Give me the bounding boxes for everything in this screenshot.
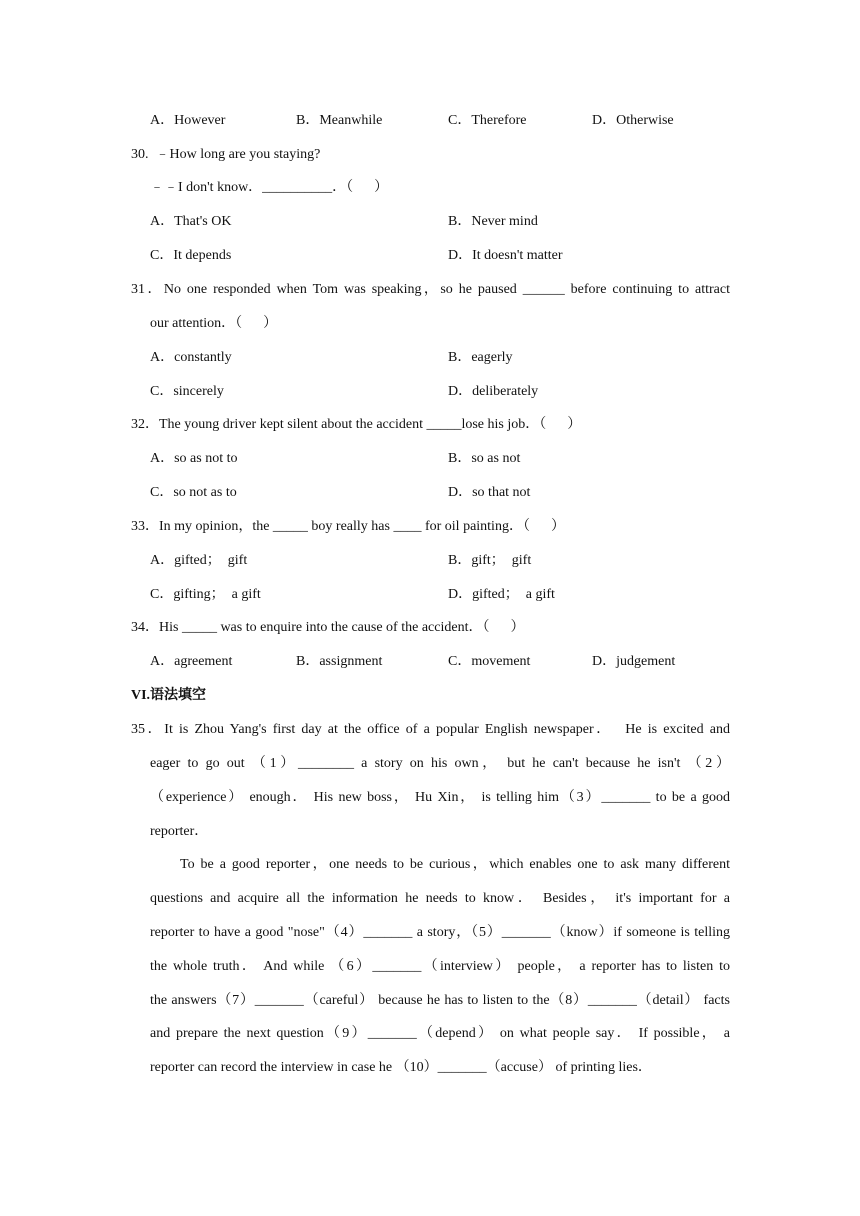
q31-question-line1: 31．No one responded when Tom was speaking，so he paused ______ before continuing to attract: [131, 282, 730, 297]
q35-line-8: the whole truth． And while （6）_______（interview） people， a reporter has to listen to: [150, 959, 730, 974]
q32-question: 32．The young driver kept silent about the accident _____lose his job．（ ）: [131, 417, 582, 432]
q32-option-b: B．so as not: [448, 451, 521, 466]
q30-option-d: D．It doesn't matter: [448, 248, 563, 263]
q35-line-5: To be a good reporter，one needs to be curious，which enables one to ask many different: [180, 857, 730, 872]
q31-option-b: B．eagerly: [448, 350, 513, 365]
q33-question: 33．In my opinion，the _____ boy really has ____ for oil painting．（ ）: [131, 519, 565, 534]
q35-line-3: （experience） enough． His new boss， Hu Xin， is telling him（3）_______ to be a good: [150, 790, 730, 805]
q30-option-c: C．It depends: [150, 248, 232, 263]
q31-option-c: C．sincerely: [150, 384, 224, 399]
q29-option-d: D．Otherwise: [592, 113, 674, 128]
q30-option-b: B．Never mind: [448, 214, 538, 229]
q32-option-c: C．so not as to: [150, 485, 237, 500]
q30-option-a: A．That's OK: [150, 214, 232, 229]
q30-question: 30. ﹣How long are you staying?: [131, 147, 321, 162]
q35-line-7: reporter to have a good "nose"（4）_______ a story，（5）_______（know）if someone is telling: [150, 925, 730, 940]
q33-option-a: A．gifted； gift: [150, 553, 248, 568]
q29-option-c: C．Therefore: [448, 113, 527, 128]
q34-option-a: A．agreement: [150, 654, 233, 669]
q34-option-b: B．assignment: [296, 654, 383, 669]
q35-line-2: eager to go out （1）________ a story on his own， but he can't because he isn't （2）: [150, 756, 730, 771]
q32-option-d: D．so that not: [448, 485, 531, 500]
q29-option-a: A．However: [150, 113, 226, 128]
q34-question: 34．His _____ was to enquire into the cause of the accident．（ ）: [131, 620, 525, 635]
q31-option-a: A．constantly: [150, 350, 232, 365]
q29-option-b: B．Meanwhile: [296, 113, 383, 128]
q35-line-1: 35．It is Zhou Yang's first day at the office of a popular English newspaper． He is excited and: [131, 722, 730, 737]
q35-line-4: reporter．: [150, 824, 209, 839]
q34-option-d: D．judgement: [592, 654, 676, 669]
q33-option-b: B．gift； gift: [448, 553, 532, 568]
q35-line-10: and prepare the next question（9）_______（depend） on what people say． If possible， a: [150, 1026, 730, 1041]
q34-option-c: C．movement: [448, 654, 531, 669]
section-heading: VI.语法填空: [131, 688, 207, 703]
q35-line-11: reporter can record the interview in case he （10）_______（accuse） of printing lies．: [150, 1060, 652, 1075]
q35-line-6: questions and acquire all the information he needs to know． Besides， it's important for a: [150, 891, 730, 906]
q33-option-c: C．gifting； a gift: [150, 587, 261, 602]
q32-option-a: A．so as not to: [150, 451, 238, 466]
q30-response: ﹣﹣I don't know．__________．（ ）: [150, 180, 389, 195]
q35-line-9: the answers（7）_______（careful） because he has to listen to the（8）_______（detail） facts: [150, 993, 730, 1008]
q33-option-d: D．gifted； a gift: [448, 587, 555, 602]
q31-question-line2: our attention．（ ）: [150, 316, 278, 331]
q31-option-d: D．deliberately: [448, 384, 539, 399]
